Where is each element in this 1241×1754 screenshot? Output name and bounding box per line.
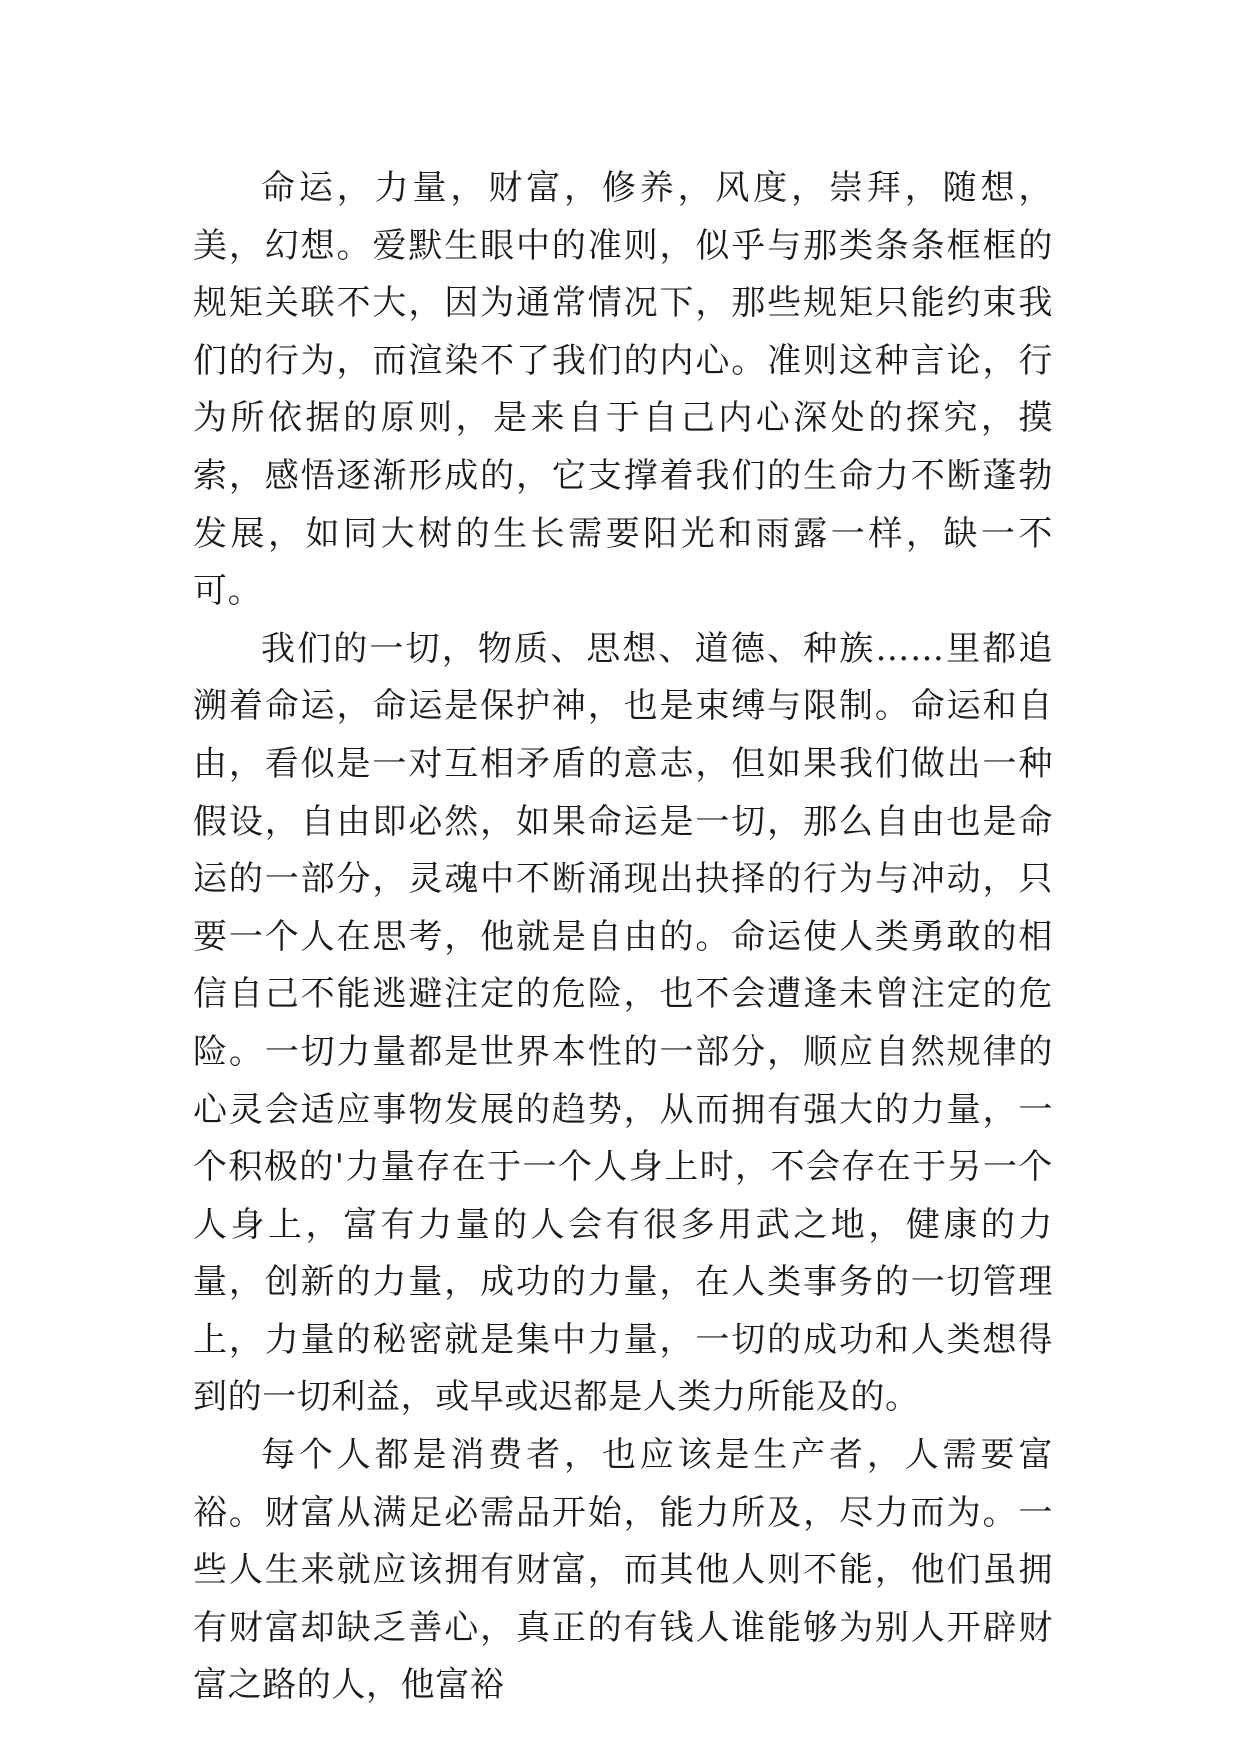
- paragraph-2: 我们的一切，物质、思想、道德、种族……里都追溯着命运，命运是保护神，也是束缚与限制。命运和自由，看似是一对互相矛盾的意志，但如果我们做出一种假设，自由即必然，如果命运是一切，那么自由也是命运的一部分，灵魂中不断涌现出抉择的行为与冲动，只要一个人在思考，他就是自由的。命运使人类勇敢的相信自己不能逃避注定的危险，也不会遭逢未曾注定的危险。一切力量都是世界本性的一部分，顺应自然规律的心灵会适应事物发展的趋势，从而拥有强大的力量，一个积极的'力量存在于一个人身上时，不会存在于另一个人身上，富有力量的人会有很多用武之地，健康的力量，创新的力量，成功的力量，在人类事务的一切管理上，力量的秘密就是集中力量，一切的成功和人类想得到的一切利益，或早或迟都是人类力所能及的。: [193, 628, 1053, 1418]
- document-body: [193, 160, 1053, 1715]
- paragraph-1: 命运，力量，财富，修养，风度，崇拜，随想，美，幻想。爱默生眼中的准则，似乎与那类条条框框的规矩关联不大，因为通常情况下，那些规矩只能约束我们的行为，而渲染不了我们的内心。准则这种言论，行为所依据的原则，是来自于自己内心深处的探究，摸索，感悟逐渐形成的，它支撑着我们的生命力不断蓬勃发展，如同大树的生长需要阳光和雨露一样，缺一不可。: [193, 168, 1053, 612]
- paragraph-3: 每个人都是消费者，也应该是生产者，人需要富裕。财富从满足必需品开始，能力所及，尽力而为。一些人生来就应该拥有财富，而其他人则不能，他们虽拥有财富却缺乏善心，真正的有钱人谁能够为别人开辟财富之路的人，他富裕: [193, 1435, 1053, 1706]
